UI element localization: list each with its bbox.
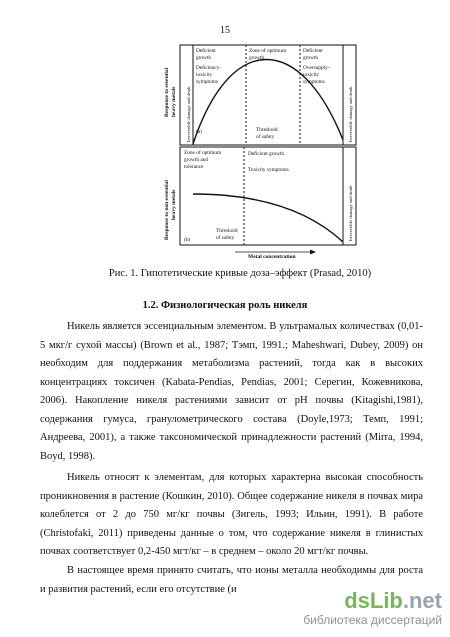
- figure-svg: [160, 42, 360, 260]
- bottom-zone1-l1: Zone of optimum: [184, 150, 222, 156]
- watermark-logo: [303, 590, 442, 612]
- top-zone3-l1: Deficient: [303, 48, 323, 54]
- top-zone3-l3: Oversupply-: [303, 65, 330, 71]
- top-zone1-l1: Deficient: [196, 48, 216, 54]
- bottom-threshold-l2: of safety: [216, 235, 235, 241]
- top-zone3-l5: symptoms: [303, 79, 325, 85]
- paragraph-2-text: Никель относят к элементам, для которых характерна высокая способность проникновения в растение (Кошкин, 2010). Общее содержание никеля в почвах мира колеблется от 2 до 750 мг/кг почвы (Зигель, 1993; Ильин, 1991). В работе (Christofaki, 2011) приведены данные о том, что содержание никеля в глинистых почвах соответствует 0,2-450 мгт/кг – в среднем – около 20 мгт/кг почвы.: [40, 472, 423, 557]
- top-zone2-l2: growth: [249, 55, 265, 61]
- paragraph-1: [40, 318, 423, 466]
- ylabel-bottom-line2: heavy metals: [171, 189, 177, 220]
- top-threshold-l2: of safety: [256, 134, 275, 140]
- top-threshold-l1: Threshold: [256, 127, 278, 133]
- page-number: 15: [220, 25, 230, 36]
- dose-response-figure: [160, 42, 360, 260]
- top-zone1-l5: symptoms: [196, 79, 218, 85]
- watermark: [303, 590, 442, 627]
- paragraph-3-text: В настоящее время принято считать, что ионы металла необходимы для роста и развития растений, если его отсутствие (и: [40, 565, 423, 595]
- top-right-vertical: Irreversible damage and death: [348, 86, 353, 142]
- ylabel-top-line2: heavy metals: [171, 86, 177, 117]
- paragraph-1-text: Никель является эссенциальным элементом. В ультрамалых количествах (0,01-5 мкг/г сухой массы) (Brown et al., 1987; Тэмп, 1991.; Maheshwari, Dubey, 2009) он необходим для поддержания метаболизма растений, тогда как в высоких концентрациях токсичен (Kabata-Pendias, Pendias, 2001; Серегин, Кожевникова, 2006). Накопление никеля растениями зависит от pH почвы (Kitagishi,1981), содержания гумуса, гранулометрического состава (Doyle,1973; Темп, 1991; Андреева, 2001), а также таксономической принадлежности растений (Mirra, 1994, Boyd, 1998).: [40, 321, 423, 462]
- section-heading: 1.2. Физиологическая роль никеля: [142, 300, 308, 311]
- bottom-zone1-l3: tolerance: [184, 164, 204, 170]
- figure-caption: Рис. 1. Гипотетические кривые доза–эффект (Prasad, 2010): [108, 268, 372, 279]
- ylabel-top-line1: Response to essential: [164, 67, 170, 117]
- bottom-tag: (b): [184, 237, 191, 243]
- watermark-subtitle: библиотека диссертаций: [303, 613, 442, 627]
- bottom-zone1-l2: growth and: [184, 157, 208, 163]
- top-zone3-l4: toxicity: [303, 72, 320, 78]
- top-zone1-l4: toxicity: [196, 72, 213, 78]
- top-left-vertical: Irreversible damage and death: [186, 86, 191, 142]
- top-zone3-l2: growth: [303, 55, 319, 61]
- top-zone2-l1: Zone of optimum: [249, 48, 287, 54]
- ylabel-bottom-line1: Response to non-essential: [164, 180, 170, 240]
- bottom-threshold-l1: Threshold: [216, 228, 238, 234]
- top-tag: (a): [196, 129, 202, 135]
- top-zone1-l3: Deficiency-: [196, 65, 221, 71]
- watermark-logo-main: dsLib: [344, 588, 403, 613]
- paragraph-2: [40, 469, 423, 562]
- watermark-logo-tld: .net: [402, 588, 442, 613]
- bottom-right-vertical: Irreversible damage and death: [348, 185, 353, 241]
- bottom-zone2-l1: Deficient growth: [248, 151, 285, 157]
- top-zone1-l2: growth: [196, 55, 212, 61]
- xlabel: Metal concentration: [248, 254, 296, 260]
- bottom-zone2-l3: Toxicity symptoms: [248, 167, 289, 173]
